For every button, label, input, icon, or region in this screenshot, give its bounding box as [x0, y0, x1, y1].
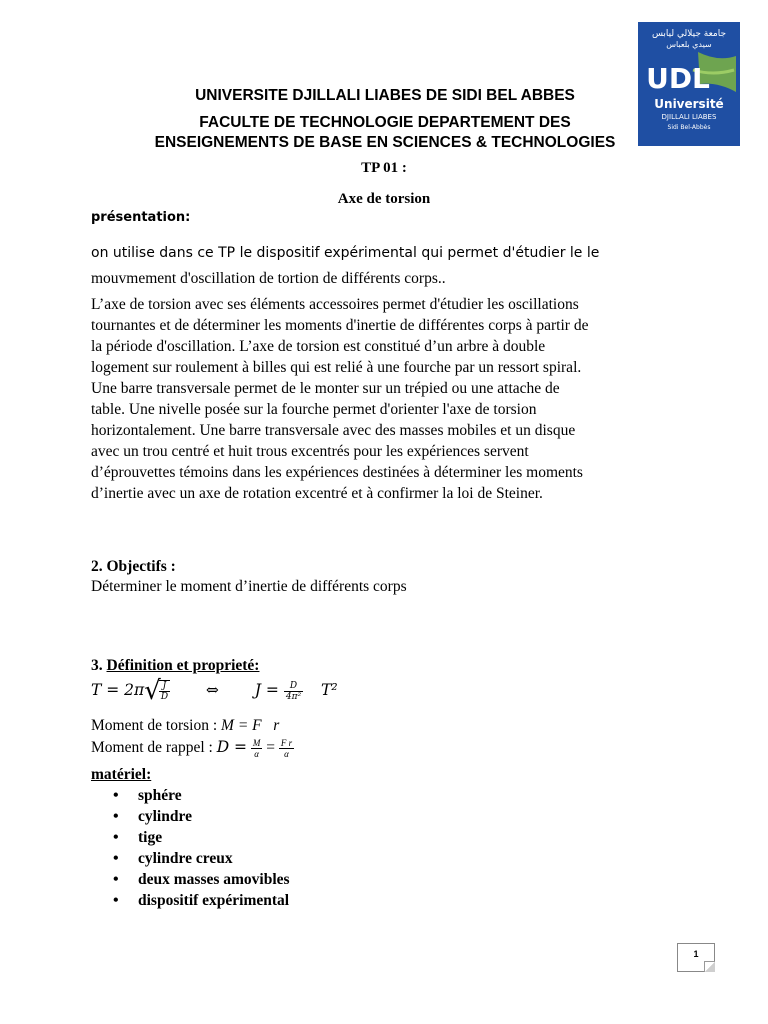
department-name: ENSEIGNEMENTS DE BASE EN SCIENCES & TECHNOLOGIES [154, 134, 616, 151]
list-item: • tige [91, 827, 290, 848]
rappel-label: Moment de rappel : [91, 739, 217, 756]
eq-frac-num: J [159, 681, 170, 692]
paragraph-line: logement sur roulement à billes qui est relié à une fourche par un ressort spiral. [91, 359, 582, 376]
definition-number: 3. [91, 657, 107, 674]
materiel-list [91, 785, 290, 911]
logo-djillali: DJILLALI LIABES [661, 113, 717, 121]
rappel-equals: = [266, 739, 276, 756]
faculty-name: FACULTE DE TECHNOLOGIE DEPARTEMENT DES [199, 114, 571, 131]
paragraph-line: la période d'oscillation. L’axe de torsion est constitué d’un arbre à double [91, 338, 546, 355]
eq-rhs-num: D [284, 681, 303, 692]
period-equation [91, 678, 338, 704]
university-logo [638, 22, 740, 146]
torsion-equation: M = F r [221, 717, 280, 734]
university-name: UNIVERSITE DJILLALI LIABES DE SIDI BEL ABBES [195, 87, 575, 104]
paragraph-line: table. Une nivelle posée sur la fourche permet d'orienter l'axe de torsion [91, 401, 537, 418]
page-curl-icon [704, 961, 715, 972]
list-item: • dispositif expérimental [91, 890, 290, 911]
definition-title: Définition et proprieté: [106, 657, 260, 674]
torsion-label: Moment de torsion : [91, 717, 222, 734]
objectifs-heading: 2. Objectifs : [91, 558, 176, 575]
paragraph-line: avec un trou centré et huit trous excentrés pour les expériences servent [91, 443, 529, 460]
paragraph-line: L’axe de torsion avec ses éléments accessoires permet d'étudier les oscillations [91, 296, 579, 313]
equivalence-arrow: ⇔ [205, 681, 219, 699]
torsion-moment [91, 715, 279, 736]
intro-line-2: mouvmement d'oscillation de tortion de différents corps.. [91, 270, 446, 287]
rappel-lhs: D = [216, 738, 248, 756]
list-item: • deux masses amovibles [91, 869, 290, 890]
paragraph-line: Une barre transversale permet de le monter sur un trépied ou une attache de [91, 380, 560, 397]
page-number-text: 1 [693, 949, 699, 959]
eq-rhs: J = [254, 681, 279, 699]
logo-arabic-1: جامعة جيلالي ليابس [651, 29, 727, 39]
logo-mark: UDL [646, 62, 710, 95]
eq-frac-den: D [160, 692, 169, 702]
rappel-frac2-den: α [284, 748, 289, 759]
list-item: • cylindre [91, 806, 290, 827]
eq-tail: T² [320, 681, 338, 699]
logo-arabic-2: سيدي بلعباس [666, 40, 712, 49]
tp-number: TP 01 : [361, 160, 407, 176]
eq-lhs: T = 2π [91, 681, 145, 699]
rappel-moment [91, 737, 294, 759]
paragraph-line: d’inertie avec un axe de rotation excentré et à confirmer la loi de Steiner. [91, 485, 543, 502]
paragraph-line: horizontalement. Une barre transversale avec des masses mobiles et un disque [91, 422, 576, 439]
sqrt-symbol: √ $\frac{J}{D}$ [144, 676, 169, 706]
paragraph-line: d’éprouvettes témoins dans les expériences destinées à déterminer les moments [91, 464, 583, 481]
definition-heading [91, 655, 259, 676]
intro-text [91, 243, 691, 289]
intro-line-1: on utilise dans ce TP le dispositif expérimental qui permet d'étudier le le [91, 245, 600, 261]
eq-rhs-den: 4π² [285, 691, 302, 702]
list-item: • cylindre creux [91, 848, 290, 869]
objectifs-text: Déterminer le moment d’inertie de différents corps [91, 578, 407, 595]
logo-universite: Université [654, 97, 724, 111]
rappel-frac1-num: M [252, 737, 261, 748]
list-item: • sphére [91, 785, 290, 806]
logo-sba: Sidi Bel-Abbès [667, 124, 711, 131]
presentation-paragraph [91, 294, 681, 504]
tp-title: Axe de torsion [337, 191, 431, 207]
materiel-heading: matériel: [91, 766, 152, 783]
page-number [677, 943, 715, 972]
presentation-label: présentation: [91, 210, 191, 225]
paragraph-line: tournantes et de déterminer les moments d'inertie de différentes corps à partir de [91, 317, 589, 334]
rappel-frac2-num: F r [280, 737, 293, 748]
rappel-frac1-den: α [254, 748, 260, 759]
